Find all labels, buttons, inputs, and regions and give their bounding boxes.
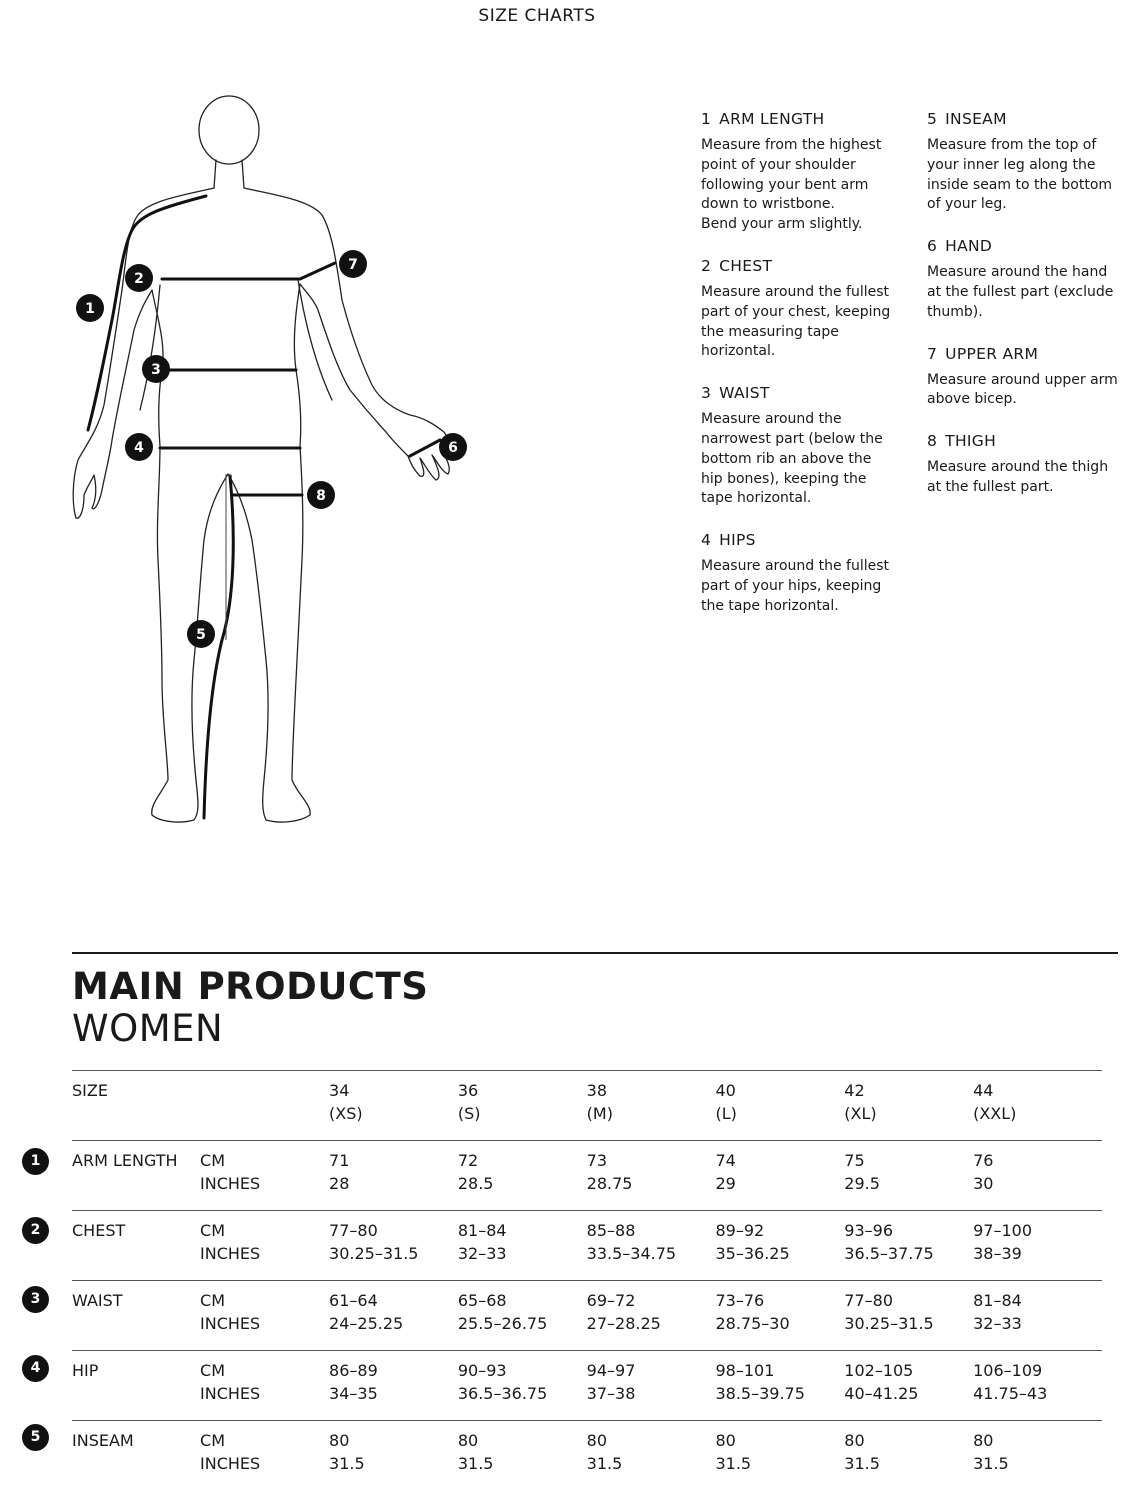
size-header-cell (458, 1071, 587, 1141)
value-inches: 41.75–43 (973, 1384, 1048, 1403)
size-number: 36 (457, 1081, 479, 1100)
unit-inches: INCHES (200, 1244, 261, 1263)
marker-3-label: 3 (151, 362, 161, 378)
value-inches: 38–39 (973, 1244, 1022, 1263)
measure-thigh (927, 432, 1127, 498)
measurement-column-left (701, 110, 901, 639)
value-cm: 75 (844, 1151, 865, 1170)
measure-text: Measure around the fullest part of your chest, keeping the measuring tape horizontal. (701, 283, 891, 360)
measure-upper-arm (927, 345, 1127, 411)
value-cm: 80 (329, 1431, 350, 1450)
value-inches: 35–36.25 (715, 1244, 790, 1263)
measure-heading (927, 345, 1127, 363)
value-inches: 34–35 (329, 1384, 378, 1403)
value-cm: 80 (457, 1431, 479, 1450)
measure-number: 8 (927, 432, 938, 451)
size-header-cell (329, 1071, 458, 1141)
row-label: ARM LENGTH (72, 1141, 200, 1211)
value-cm: 76 (973, 1151, 994, 1170)
value-cell (329, 1351, 458, 1421)
body-outline-illustration (60, 88, 490, 833)
measure-text: Measure around the thigh at the fullest part. (927, 459, 1109, 495)
value-cm: 86–89 (329, 1361, 378, 1380)
measure-number: 1 (701, 110, 712, 128)
unit-inches: INCHES (200, 1384, 261, 1403)
marker-1-label: 1 (85, 301, 95, 317)
value-cm: 77–80 (329, 1221, 378, 1240)
size-code: (XS) (329, 1104, 363, 1123)
row-badge-3: 3 (22, 1286, 49, 1313)
unit-cm: CM (200, 1361, 225, 1380)
measure-title: CHEST (719, 256, 773, 275)
value-cm: 69–72 (586, 1291, 636, 1310)
value-cm: 102–105 (844, 1361, 914, 1380)
value-inches: 31.5 (329, 1454, 365, 1473)
measure-text: Measure from the highest point of your shoulder following your bent arm down to wristbone. Bend your arm slightly. (701, 137, 882, 233)
value-cm: 81–84 (973, 1291, 1022, 1310)
size-header-cell (973, 1071, 1102, 1141)
value-cell (844, 1141, 973, 1211)
measure-number: 6 (927, 237, 938, 256)
value-cell (973, 1141, 1102, 1211)
unit-cm: CM (200, 1291, 225, 1310)
section-title: MAIN PRODUCTS (72, 965, 429, 1008)
row-label: WAIST (72, 1281, 200, 1351)
size-code: (S) (457, 1104, 481, 1123)
table-row (72, 1211, 1102, 1281)
value-cm: 65–68 (457, 1291, 507, 1310)
marker-8-label: 8 (316, 488, 326, 504)
value-cell (329, 1281, 458, 1351)
value-cm: 80 (844, 1431, 865, 1450)
measure-number: 3 (701, 384, 712, 403)
size-header-cell (715, 1071, 844, 1141)
value-inches: 32–33 (973, 1314, 1022, 1333)
unit-cm: CM (200, 1151, 225, 1170)
body-figure (60, 88, 490, 833)
measure-text: Measure around the narrowest part (below the bottom rib an above the hip bones), keeping the tape horizontal. (701, 411, 883, 507)
value-inches: 31.5 (844, 1454, 880, 1473)
value-cm: 93–96 (844, 1221, 893, 1240)
value-cell (973, 1351, 1102, 1421)
measure-inseam (927, 110, 1127, 215)
value-inches: 31.5 (586, 1454, 623, 1473)
size-table (72, 1070, 1102, 1490)
unit-header-empty (200, 1071, 329, 1141)
table-row (72, 1351, 1102, 1421)
value-cell (329, 1211, 458, 1281)
measure-title: ARM LENGTH (719, 110, 825, 128)
measure-heading (927, 110, 1127, 128)
value-inches: 28.5 (457, 1174, 494, 1193)
value-cm: 73 (586, 1151, 608, 1170)
value-cell (587, 1211, 716, 1281)
page-title: SIZE CHARTS (478, 6, 596, 26)
value-cm: 72 (457, 1151, 479, 1170)
value-inches: 33.5–34.75 (586, 1244, 677, 1263)
marker-7-label: 7 (348, 257, 358, 273)
measure-text: Measure around the hand at the fullest part (exclude thumb). (927, 264, 1114, 320)
measure-title: UPPER ARM (945, 344, 1039, 363)
measure-heading (701, 257, 901, 275)
value-inches: 27–28.25 (586, 1314, 661, 1333)
value-cell (587, 1421, 716, 1491)
measure-hips (701, 531, 901, 616)
value-cell (715, 1211, 844, 1281)
value-cell (458, 1141, 587, 1211)
unit-cm: CM (200, 1431, 225, 1450)
measure-heading (927, 237, 1127, 255)
value-cell (973, 1421, 1102, 1491)
unit-inches: INCHES (200, 1454, 261, 1473)
measure-waist (701, 384, 901, 509)
size-number: 44 (973, 1081, 994, 1100)
unit-inches: INCHES (200, 1314, 261, 1333)
measure-heading (701, 531, 901, 549)
value-cm: 73–76 (715, 1291, 765, 1310)
size-code: (XXL) (973, 1104, 1017, 1123)
row-badge-4: 4 (22, 1355, 49, 1382)
unit-cell (200, 1141, 329, 1211)
value-inches: 25.5–26.75 (457, 1314, 548, 1333)
value-cell (973, 1281, 1102, 1351)
measure-title: INSEAM (945, 110, 1007, 128)
value-cell (973, 1211, 1102, 1281)
value-inches: 38.5–39.75 (715, 1384, 805, 1403)
measure-number: 4 (701, 531, 712, 550)
size-header-cell (844, 1071, 973, 1141)
measure-title: WAIST (719, 384, 770, 403)
value-cm: 97–100 (973, 1221, 1032, 1240)
measure-number: 2 (701, 256, 712, 275)
unit-cell (200, 1281, 329, 1351)
measure-arm-length (701, 110, 901, 235)
value-cell (587, 1141, 716, 1211)
value-cell (844, 1281, 973, 1351)
value-inches: 30.25–31.5 (329, 1244, 419, 1263)
value-inches: 36.5–37.75 (844, 1244, 934, 1263)
value-inches: 31.5 (457, 1454, 494, 1473)
table-row (72, 1141, 1102, 1211)
row-label: HIP (72, 1351, 200, 1421)
size-table-body (72, 1071, 1102, 1491)
value-cm: 61–64 (329, 1291, 378, 1310)
unit-inches: INCHES (200, 1174, 261, 1193)
value-inches: 31.5 (973, 1454, 1009, 1473)
value-cm: 71 (329, 1151, 350, 1170)
unit-cell (200, 1351, 329, 1421)
marker-4-label: 4 (134, 440, 144, 456)
section-subtitle: WOMEN (72, 1007, 224, 1050)
value-cell (329, 1141, 458, 1211)
value-inches: 28.75–30 (715, 1314, 790, 1333)
value-inches: 40–41.25 (844, 1384, 919, 1403)
measure-heading (927, 432, 1127, 450)
table-row (72, 1421, 1102, 1491)
value-inches: 28.75 (586, 1174, 633, 1193)
row-badge-5: 5 (22, 1424, 49, 1451)
size-label: SIZE (72, 1071, 200, 1141)
value-cell (458, 1211, 587, 1281)
value-cm: 98–101 (715, 1361, 775, 1380)
measure-title: THIGH (945, 432, 997, 451)
section-divider (72, 952, 1118, 954)
measure-text: Measure around the fullest part of your hips, keeping the tape horizontal. (701, 558, 890, 614)
table-row (72, 1281, 1102, 1351)
measure-title: HAND (945, 237, 993, 256)
size-code: (XL) (844, 1104, 877, 1123)
marker-6-label: 6 (448, 440, 458, 456)
value-cell (458, 1421, 587, 1491)
size-header-cell (587, 1071, 716, 1141)
value-cell (458, 1351, 587, 1421)
value-cm: 85–88 (586, 1221, 636, 1240)
measure-text: Measure from the top of your inner leg along the inside seam to the bottom of your leg. (927, 137, 1113, 213)
marker-5-label: 5 (196, 627, 206, 643)
value-inches: 28 (329, 1174, 350, 1193)
value-cm: 106–109 (973, 1361, 1043, 1380)
marker-2-label: 2 (134, 271, 144, 287)
value-cm: 74 (715, 1151, 736, 1170)
measure-number: 7 (927, 344, 938, 363)
value-inches: 29 (715, 1174, 736, 1193)
value-cell (715, 1141, 844, 1211)
value-inches: 24–25.25 (329, 1314, 404, 1333)
size-code: (M) (586, 1104, 613, 1123)
row-label: INSEAM (72, 1421, 200, 1491)
row-label: CHEST (72, 1211, 200, 1281)
size-number: 42 (844, 1081, 865, 1100)
value-cm: 80 (973, 1431, 994, 1450)
value-cell (844, 1421, 973, 1491)
value-inches: 31.5 (715, 1454, 752, 1473)
value-inches: 30 (973, 1174, 994, 1193)
measure-number: 5 (927, 110, 938, 128)
value-cm: 90–93 (457, 1361, 507, 1380)
value-cell (844, 1351, 973, 1421)
table-header-row (72, 1071, 1102, 1141)
unit-cm: CM (200, 1221, 225, 1240)
value-inches: 37–38 (586, 1384, 636, 1403)
row-badge-1: 1 (22, 1148, 49, 1175)
value-inches: 32–33 (457, 1244, 507, 1263)
value-cell (715, 1281, 844, 1351)
value-inches: 30.25–31.5 (844, 1314, 934, 1333)
measure-title: HIPS (719, 531, 756, 550)
value-cm: 80 (715, 1431, 736, 1450)
measure-heading (701, 384, 901, 402)
size-number: 38 (586, 1081, 608, 1100)
value-inches: 36.5–36.75 (457, 1384, 548, 1403)
measure-heading (701, 110, 901, 128)
value-cm: 81–84 (457, 1221, 507, 1240)
size-number: 40 (715, 1081, 736, 1100)
value-cm: 77–80 (844, 1291, 893, 1310)
value-cell (329, 1421, 458, 1491)
value-cell (587, 1351, 716, 1421)
value-cell (844, 1211, 973, 1281)
measure-chest (701, 257, 901, 362)
measurement-column-right (927, 110, 1127, 520)
value-cell (458, 1281, 587, 1351)
value-cell (587, 1281, 716, 1351)
value-cell (715, 1421, 844, 1491)
value-cm: 80 (586, 1431, 608, 1450)
measure-text: Measure around upper arm above bicep. (927, 371, 1118, 408)
unit-cell (200, 1211, 329, 1281)
size-number: 34 (329, 1081, 350, 1100)
value-cm: 94–97 (586, 1361, 636, 1380)
measure-hand (927, 237, 1127, 322)
size-code: (L) (715, 1104, 737, 1123)
value-cm: 89–92 (715, 1221, 765, 1240)
value-cell (715, 1351, 844, 1421)
row-badge-2: 2 (22, 1217, 49, 1244)
unit-cell (200, 1421, 329, 1491)
value-inches: 29.5 (844, 1174, 880, 1193)
